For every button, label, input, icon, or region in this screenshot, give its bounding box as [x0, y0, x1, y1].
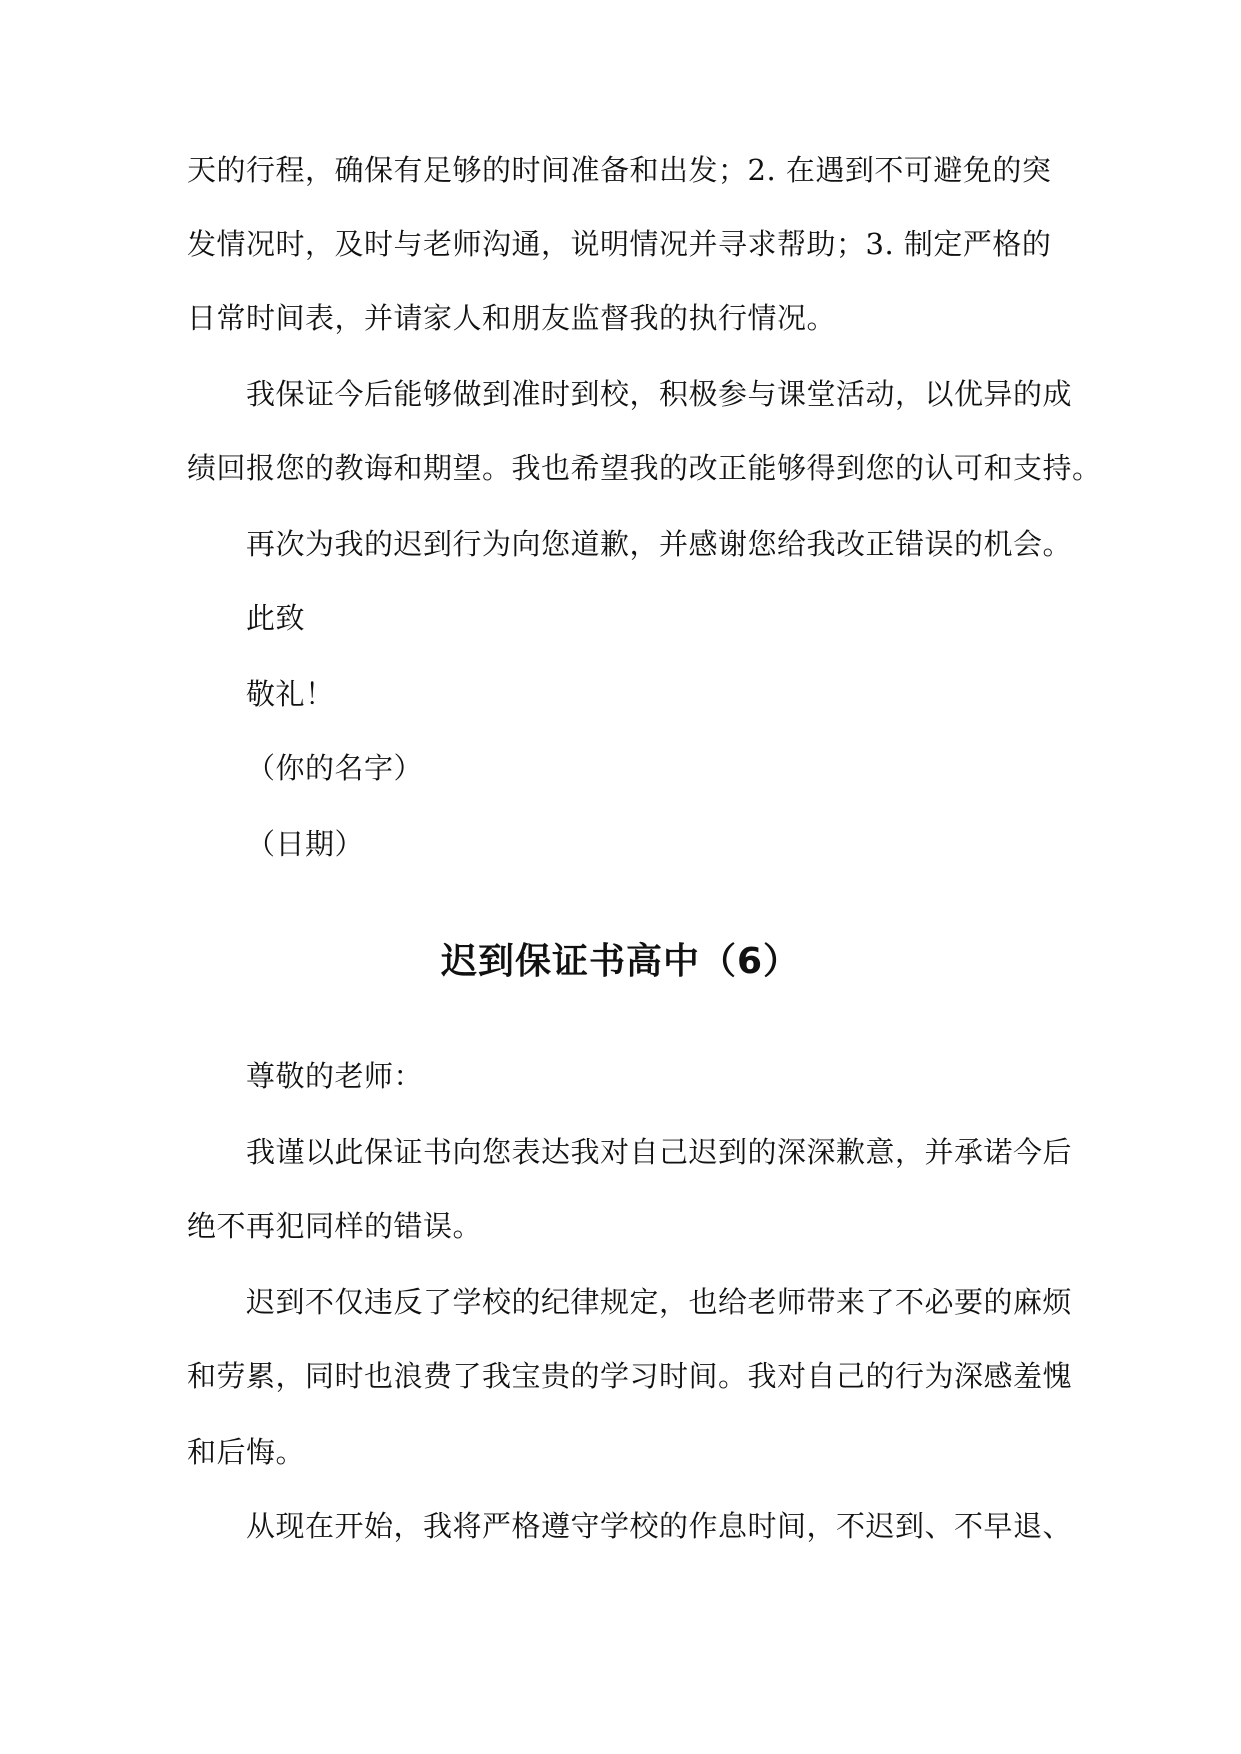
- paragraph-line: 发情况时，及时与老师沟通，说明情况并寻求帮助；3. 制定严格的: [187, 227, 1052, 261]
- paragraph-line: 从现在开始，我将严格遵守学校的作息时间，不迟到、不早退、: [246, 1509, 1073, 1543]
- paragraph-line: 再次为我的迟到行为向您道歉，并感谢您给我改正错误的机会。: [246, 527, 1073, 561]
- signature-date: （日期）: [246, 827, 365, 861]
- paragraph-line: 迟到不仅违反了学校的纪律规定，也给老师带来了不必要的麻烦: [246, 1285, 1073, 1319]
- closing-phrase: 此致: [246, 601, 306, 635]
- paragraph-line: 我保证今后能够做到准时到校，积极参与课堂活动，以优异的成: [246, 377, 1073, 411]
- paragraph-line: 我谨以此保证书向您表达我对自己迟到的深深歉意，并承诺今后: [246, 1135, 1073, 1169]
- paragraph-line: 和后悔。: [187, 1435, 306, 1469]
- paragraph-line: 绝不再犯同样的错误。: [187, 1209, 483, 1243]
- salutation: 尊敬的老师：: [246, 1059, 424, 1093]
- closing-salute: 敬礼！: [246, 677, 335, 711]
- signature-name: （你的名字）: [246, 751, 424, 785]
- paragraph-line: 日常时间表，并请家人和朋友监督我的执行情况。: [187, 301, 837, 335]
- paragraph-line: 绩回报您的教诲和期望。我也希望我的改正能够得到您的认可和支持。: [187, 451, 1102, 485]
- section-title: 迟到保证书高中（6）: [440, 941, 801, 982]
- paragraph-line: 和劳累，同时也浪费了我宝贵的学习时间。我对自己的行为深感羞愧: [187, 1359, 1073, 1393]
- paragraph-line: 天的行程，确保有足够的时间准备和出发；2. 在遇到不可避免的突: [187, 153, 1052, 187]
